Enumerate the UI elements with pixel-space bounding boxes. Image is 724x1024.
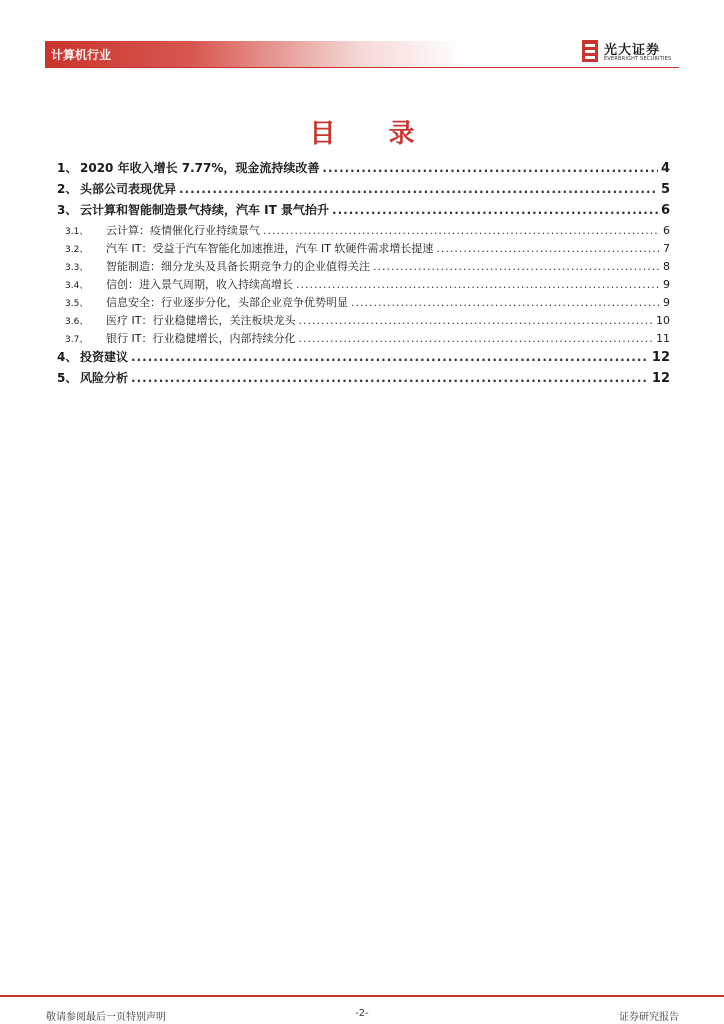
- toc-text: 智能制造：细分龙头及具备长期竞争力的企业值得关注: [106, 260, 370, 273]
- toc-subentry[interactable]: [57, 240, 670, 258]
- toc-leader: [131, 350, 649, 364]
- toc-entry[interactable]: [57, 159, 670, 180]
- logo-name: 光大证券: [604, 43, 661, 58]
- table-of-contents: [57, 159, 670, 390]
- toc-number: 3.3、: [65, 263, 89, 273]
- toc-number: 5、: [57, 371, 78, 385]
- toc-text: 信息安全：行业逐步分化，头部企业竞争优势明显: [106, 296, 348, 309]
- toc-leader: [296, 278, 660, 291]
- toc-number: 2、: [57, 182, 78, 196]
- toc-text: 银行 IT：行业稳健增长，内部持续分化: [106, 332, 296, 345]
- toc-subentry[interactable]: [57, 312, 670, 330]
- header-divider: [45, 67, 679, 68]
- toc-text: 云计算：疫情催化行业持续景气: [106, 224, 260, 237]
- toc-subentry[interactable]: [57, 222, 670, 240]
- toc-entry[interactable]: [57, 180, 670, 201]
- toc-page: 9: [663, 278, 670, 291]
- toc-text: 头部公司表现优异: [80, 182, 177, 196]
- toc-number: 3.7、: [65, 335, 89, 345]
- toc-entry[interactable]: [57, 348, 670, 369]
- toc-leader: [373, 260, 660, 273]
- toc-number: 1、: [57, 161, 78, 175]
- toc-text: 汽车 IT：受益于汽车智能化加速推进，汽车 IT 软硬件需求增长提速: [106, 242, 434, 255]
- toc-leader: [179, 182, 658, 196]
- toc-leader: [263, 224, 660, 237]
- toc-page: 5: [660, 182, 670, 197]
- toc-text: 风险分析: [80, 371, 129, 385]
- toc-number: 3.5、: [65, 299, 89, 309]
- toc-leader: [298, 314, 653, 327]
- toc-number: 3.4、: [65, 281, 89, 291]
- toc-page: 12: [651, 371, 670, 386]
- toc-leader: [298, 332, 653, 345]
- toc-leader: [436, 242, 660, 255]
- footer-disclaimer: 敬请参阅最后一页特别声明: [46, 1012, 166, 1023]
- toc-leader: [332, 203, 658, 217]
- toc-subentry[interactable]: [57, 294, 670, 312]
- toc-page: 9: [663, 296, 670, 309]
- toc-page: 12: [651, 350, 670, 365]
- header-band: [45, 41, 465, 67]
- toc-number: 3.2、: [65, 245, 89, 255]
- toc-page: 7: [663, 242, 670, 255]
- toc-text: 信创：进入景气周期，收入持续高增长: [106, 278, 293, 291]
- toc-subentry[interactable]: [57, 258, 670, 276]
- toc-subentry[interactable]: [57, 276, 670, 294]
- toc-page: 6: [663, 224, 670, 237]
- toc-number: 3、: [57, 203, 78, 217]
- toc-number: 4、: [57, 350, 78, 364]
- page-title: 目 录: [309, 119, 437, 149]
- toc-text: 云计算和智能制造景气持续，汽车 IT 景气抬升: [80, 203, 330, 217]
- toc-leader: [322, 161, 658, 175]
- toc-page: 4: [660, 161, 670, 176]
- toc-leader: [351, 296, 660, 309]
- industry-label: 计算机行业: [51, 48, 112, 62]
- logo-subtitle: EVERBRIGHT SECURITIES: [604, 56, 672, 62]
- footer-page-number: -2-: [355, 1008, 369, 1019]
- toc-number: 3.6、: [65, 317, 89, 327]
- toc-text: 医疗 IT：行业稳健增长，关注板块龙头: [106, 314, 296, 327]
- footer-report-type: 证券研究报告: [619, 1012, 679, 1023]
- toc-text: 2020 年收入增长 7.77%，现金流持续改善: [80, 161, 320, 175]
- toc-page: 6: [660, 203, 670, 218]
- toc-entry[interactable]: [57, 369, 670, 390]
- toc-subentry[interactable]: [57, 330, 670, 348]
- everbright-logo-icon: [582, 40, 598, 62]
- toc-number: 3.1、: [65, 227, 89, 237]
- toc-leader: [131, 371, 649, 385]
- toc-page: 8: [663, 260, 670, 273]
- toc-text: 投资建议: [80, 350, 129, 364]
- brand-logo: [582, 38, 678, 66]
- toc-page: 10: [656, 314, 670, 327]
- toc-page: 11: [656, 332, 670, 345]
- toc-entry[interactable]: [57, 201, 670, 222]
